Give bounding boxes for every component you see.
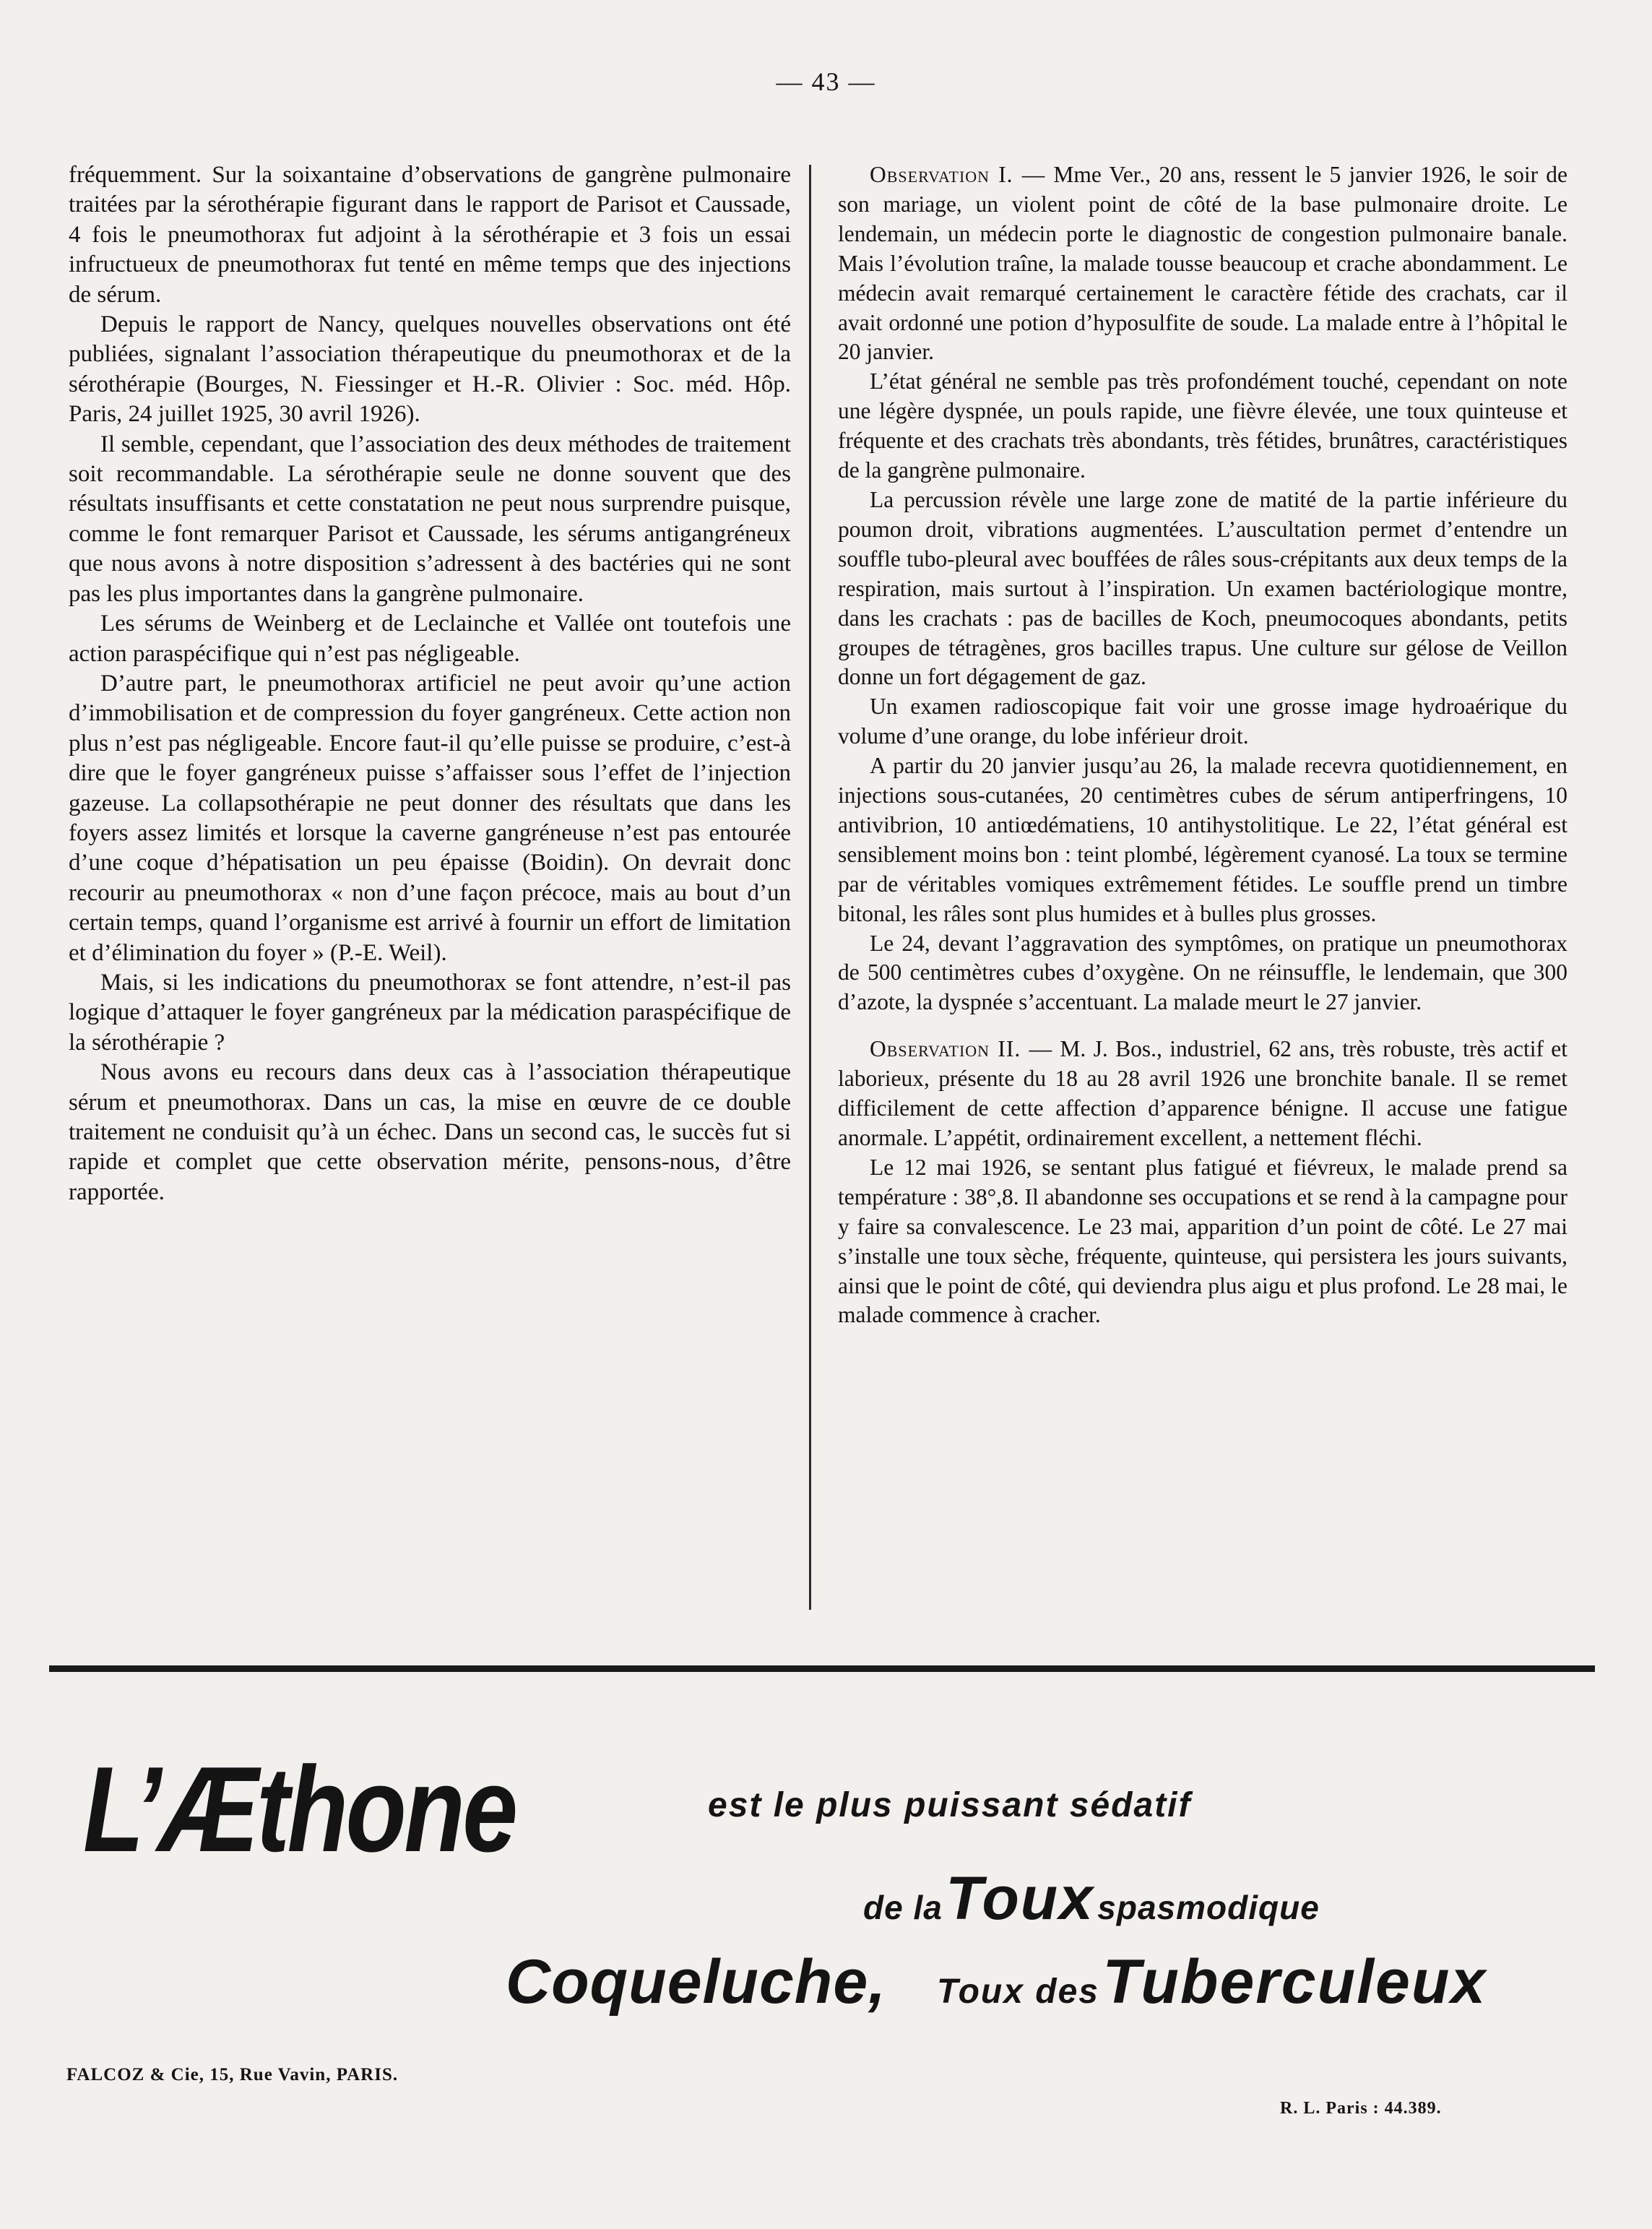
paragraph: D’autre part, le pneumothorax artificiel ne peut avoir qu’une action d’immobilisation et de compression du foyer gangréneux. Cette action non plus n’est pas négligeable. Encore faut-il qu’elle puisse se produire, c’est-à dire que le foyer gangréneux puisse s’affaisser sous l’effet de l’injection gazeuse. La collapsothérapie ne peut donner des résultats que dans les foyers assez limités et lorsque la caverne gangréneuse n’est pas entourée d’une coque d’hépatisation un peu épaisse (Boidin). On devrait donc recourir au pneumothorax « non d’une façon précoce, mais au bout d’un certain temps, quand l’organisme est arrivé à fournir un effort de limitation et d’élimination du foyer » (P.-E. Weil). bbox=[69, 670, 791, 966]
paragraph: Mme Ver., 20 ans, ressent le 5 janvier 1926, le soir de son mariage, un violent point de côté de la base pulmonaire droite. Le lendemain, un médecin porte le diagnostic de congestion pulmonaire banale. Mais l’évolution traîne, la malade tousse beaucoup et crache abondamment. Le médecin avait remarqué certainement le caractère fétide des crachats, car il avait ordonné une potion d’hyposulfite de soude. La malade entre à l’hôpital le 20 janvier. bbox=[838, 162, 1568, 365]
observation-2-label: Observation II. — bbox=[870, 1036, 1053, 1062]
left-column bbox=[69, 160, 791, 1207]
paragraph: M. J. Bos., industriel, 62 ans, très robuste, très actif et laborieux, présente du 18 au 28 avril 1926 une bronchite banale. Il se remet difficilement de cette affection d’apparence bénigne. Il accuse une fatigue anormale. L’appétit, ordinairement excellent, a nettement fléchi. bbox=[838, 1036, 1568, 1150]
advertisement-reference: R. L. Paris : 44.389. bbox=[1280, 2099, 1442, 2118]
paragraph: La percussion révèle une large zone de matité de la partie inférieure du poumon droit, vibrations augmentées. L’auscultation permet d’entendre un souffle tubo-pleural avec bouffées de râles sous-crépitants aux deux temps de la respiration, mais surtout à l’inspiration. Un examen bactériologique montre, dans les crachats : pas de bacilles de Koch, pneumocoques abondants, petits groupes de tétragènes, gros bacilles trapus. Une culture sur gélose de Veillon donne un fort dégagement de gaz. bbox=[838, 486, 1567, 690]
advertisement-publisher: FALCOZ & Cie, 15, Rue Vavin, PARIS. bbox=[66, 2065, 399, 2084]
paragraph: Le 24, devant l’aggravation des symptômes, on pratique un pneumothorax de 500 centimètres cubes d’oxygène. On ne réinsuffle, le lendemain, que 300 d’azote, la dyspnée s’accentuant. La malade meurt le 27 janvier. bbox=[838, 930, 1567, 1015]
advertisement-line-2 bbox=[863, 1864, 1320, 1932]
paragraph: Mais, si les indications du pneumothorax se font attendre, n’est-il pas logique d’attaquer le foyer gangréneux par la médication paraspécifique de la sérothérapie ? bbox=[69, 969, 791, 1056]
observation-2-intro bbox=[838, 1035, 1567, 1153]
paragraph: Nous avons eu recours dans deux cas à l’association thérapeutique sérum et pneumothorax. Dans un cas, la mise en œuvre de ce double traitement ne conduisit qu’à un échec. Dans un second cas, le succès fut si rapide et complet que cette observation mérite, pensons-nous, d’être rapportée. bbox=[69, 1059, 791, 1205]
column-divider bbox=[809, 165, 811, 1610]
paragraph: Depuis le rapport de Nancy, quelques nouvelles observations ont été publiées, signalant l’association thérapeutique du pneumothorax et de la sérothérapie (Bourges, N. Fiessinger et H.-R. Olivier : Soc. méd. Hôp. Paris, 24 juillet 1925, 30 avril 1926). bbox=[69, 311, 791, 428]
advertisement-text: Toux des bbox=[937, 1973, 1099, 2011]
advertisement-text: Tuberculeux bbox=[1102, 1947, 1487, 2017]
paragraph: fréquemment. Sur la soixantaine d’observations de gangrène pulmonaire traitées par la sérothérapie figurant dans le rapport de Parisot et Caussade, 4 fois le pneumothorax fut adjoint à la sérothérapie et 3 fois un essai infructueux de pneumothorax fut tenté en même temps que des injections de sérum. bbox=[69, 162, 791, 308]
paragraph: L’état général ne semble pas très profondément touché, cependant on note une légère dyspnée, un pouls rapide, une fièvre élevée, une toux quinteuse et fréquente et des crachats très abondants, très fétides, brunâtres, caractéristiques de la gangrène pulmonaire. bbox=[838, 368, 1567, 483]
advertisement-brand: L’Æthone bbox=[83, 1741, 516, 1877]
advertisement-text: Toux bbox=[946, 1864, 1094, 1932]
paragraph: Le 12 mai 1926, se sentant plus fatigué et fiévreux, le malade prend sa température : 38°,8. Il abandonne ses occupations et se rend à la campagne pour y faire sa convalescence. Le 23 mai, apparition d’un point de côté. Le 27 mai s’installe une toux sèche, fréquente, quinteuse, qui persistera les jours suivants, ainsi que le point de côté, qui deviendra plus aigu et plus profond. Le 28 mai, le malade commence à cracher. bbox=[838, 1154, 1567, 1328]
advertisement-rule bbox=[49, 1665, 1595, 1672]
advertisement-text: de la bbox=[863, 1889, 943, 1926]
observation-1-intro bbox=[838, 160, 1567, 367]
paragraph: Il semble, cependant, que l’association des deux méthodes de traitement soit recommandable. La sérothérapie seule ne donne souvent que des résultats insuffisants et cette constatation ne peut nous surprendre puisque, comme le font remarquer Parisot et Caussade, les sérums antigangréneux que nous avons à notre disposition s’adressent à des bactéries qui ne sont pas les plus importantes dans la gangrène pulmonaire. bbox=[69, 431, 791, 607]
page-number: — 43 — bbox=[776, 67, 876, 96]
advertisement-text: Coqueluche, bbox=[506, 1947, 887, 2017]
observation-1-label: Observation I. — bbox=[870, 162, 1046, 187]
advertisement-tagline: est le plus puissant sédatif bbox=[708, 1786, 1192, 1824]
advertisement-text: spasmodique bbox=[1097, 1889, 1320, 1926]
paragraph: Un examen radioscopique fait voir une grosse image hydroaérique du volume d’une orange, du lobe inférieur droit. bbox=[838, 694, 1567, 749]
paragraph: A partir du 20 janvier jusqu’au 26, la malade recevra quotidiennement, en injections sous-cutanées, 20 centimètres cubes de sérum antiperfringens, 10 antivibrion, 10 antiœdématiens, 10 antihystolitique. Le 22, l’état général est sensiblement moins bon : teint plombé, légèrement cyanosé. La toux se termine par de véritables vomiques extrêmement fétides. Le souffle prend un timbre bitonal, les râles sont plus humides et à bulles plus grosses. bbox=[838, 753, 1567, 926]
right-column bbox=[838, 160, 1567, 1330]
advertisement-line-3 bbox=[506, 1947, 1487, 2017]
paragraph: Les sérums de Weinberg et de Leclainche et Vallée ont toutefois une action paraspécifique qui n’est pas négligeable. bbox=[69, 611, 791, 667]
